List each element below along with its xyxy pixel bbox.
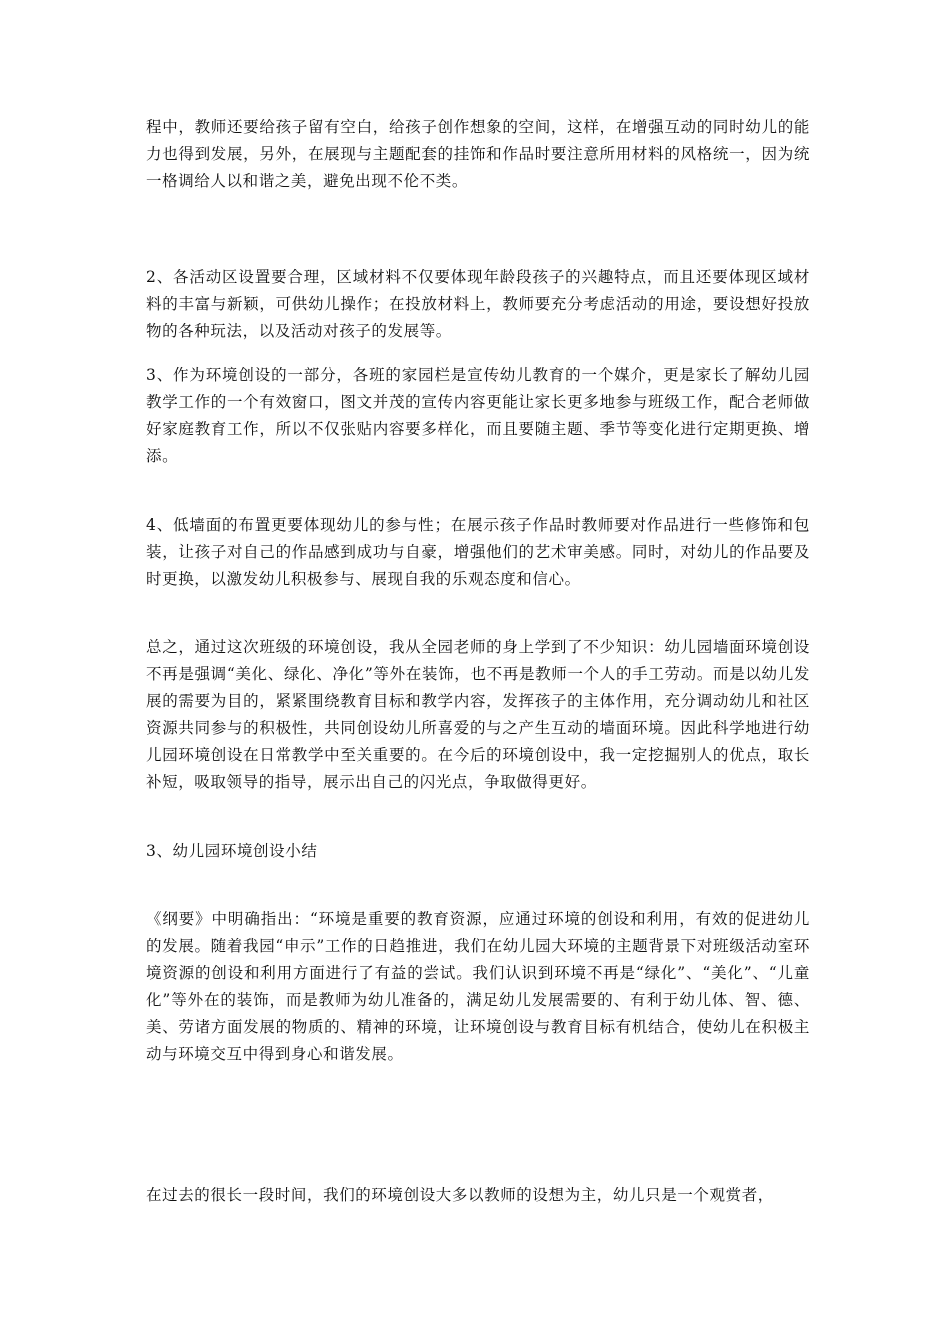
- section-heading: 3、幼儿园环境创设小结: [146, 842, 318, 860]
- paragraph-guideline-quote: 《纲要》中明确指出：“环境是重要的教育资源，应通过环境的创设和利用，有效的促进幼儿的发展。随着我园“申示”工作的日趋推进，我们在幼儿园大环境的主题背景下对班级活动室环境资源的创设和利用方面进行了有益的尝试。我们认识到环境不再是“绿化”、“美化”、“儿童化”等外在的装饰，而是教师为幼儿准备的，满足幼儿发展需要的、有利于幼儿体、智、德、美、劳诸方面发展的物质的、精神的环境，让环境创设与教育目标有机结合，使幼儿在积极主动与环境交互中得到身心和谐发展。: [146, 910, 810, 1063]
- paragraph-item-3: 3、作为环境创设的一部分，各班的家园栏是宣传幼儿教育的一个媒介，更是家长了解幼儿园教学工作的一个有效窗口，图文并茂的宣传内容更能让家长更多地参与班级工作，配合老师做好家庭教育工作，所以不仅张贴内容要多样化，而且要随主题、季节等变化进行定期更换、增添。: [146, 366, 810, 465]
- paragraph-past-practice: 在过去的很长一段时间，我们的环境创设大多以教师的设想为主，幼儿只是一个观赏者，: [146, 1186, 774, 1204]
- paragraph-summary: 总之，通过这次班级的环境创设，我从全园老师的身上学到了不少知识：幼儿园墙面环境创设不再是强调“美化、绿化、净化”等外在装饰，也不再是教师一个人的手工劳动。而是以幼儿发展的需要为目的，紧紧围绕教育目标和教学内容，发挥孩子的主体作用，充分调动幼儿和社区资源共同参与的积极性，共同创设幼儿所喜爱的与之产生互动的墙面环境。因此科学地进行幼儿园环境创设在日常教学中至关重要的。在今后的环境创设中，我一定挖掘别人的优点，取长补短，吸取领导的指导，展示出自己的闪光点，争取做得更好。: [146, 638, 810, 791]
- paragraph-item-4: 4、低墙面的布置更要体现幼儿的参与性；在展示孩子作品时教师要对作品进行一些修饰和包装，让孩子对自己的作品感到成功与自豪，增强他们的艺术审美感。同时，对幼儿的作品要及时更换，以激发幼儿积极参与、展现自我的乐观态度和信心。: [146, 516, 810, 588]
- paragraph-continuation: 程中，教师还要给孩子留有空白，给孩子创作想象的空间，这样，在增强互动的同时幼儿的能力也得到发展，另外，在展现与主题配套的挂饰和作品时要注意所用材料的风格统一，因为统一格调给人以和谐之美，避免出现不伦不类。: [146, 118, 810, 190]
- paragraph-item-2: 2、各活动区设置要合理，区域材料不仅要体现年龄段孩子的兴趣特点，而且还要体现区域材料的丰富与新颖，可供幼儿操作；在投放材料上，教师要充分考虑活动的用途，要设想好投放物的各种玩法，以及活动对孩子的发展等。: [146, 268, 810, 340]
